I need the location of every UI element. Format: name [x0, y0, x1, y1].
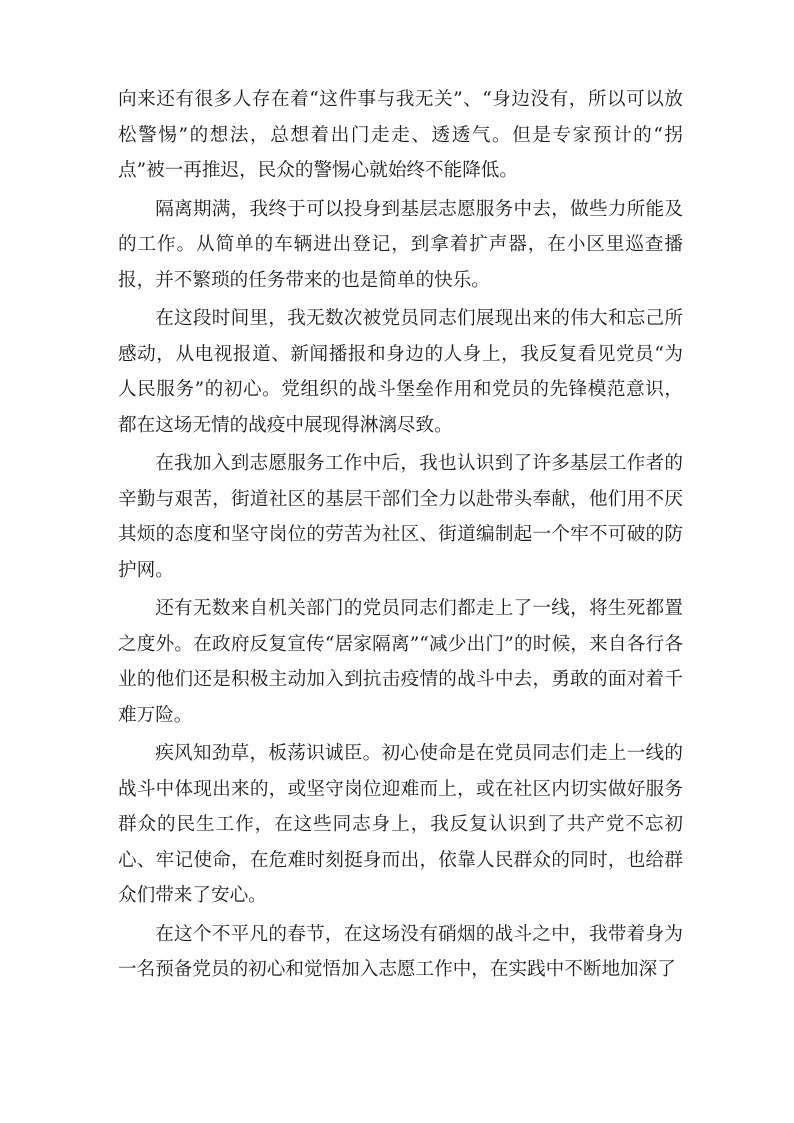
paragraph-6: 疾风知劲草，板荡识诚臣。初心使命是在党员同志们走上一线的战斗中体现出来的，或坚守岗位迎难而上，或在社区内切实做好服务群众的民生工作，在这些同志身上，我反复认识到了共产党不忘初心、牢记使命，在危难时刻挺身而出，依靠人民群众的同时，也给群众们带来了安心。: [118, 743, 683, 906]
paragraph-5: 还有无数来自机关部门的党员同志们都走上了一线，将生死都置之度外。在政府反复宣传“居家隔离”“减少出门”的时候，来自各行各业的他们还是积极主动加入到抗击疫情的战斗中去，勇敢的面对着千难万险。: [118, 598, 683, 726]
paragraph-2: 隔离期满，我终于可以投身到基层志愿服务中去，做些力所能及的工作。从简单的车辆进出登记，到拿着扩声器，在小区里巡查播报，并不繁琐的任务带来的也是简单的快乐。: [118, 198, 683, 291]
paragraph-4: 在我加入到志愿服务工作中后，我也认识到了许多基层工作者的辛勤与艰苦，街道社区的基层干部们全力以赴带头奉献，他们用不厌其烦的态度和坚守岗位的劳苦为社区、街道编制起一个牢不可破的防护网。: [118, 453, 683, 581]
document-body: [118, 82, 683, 991]
paragraph-7: 在这个不平凡的春节，在这场没有硝烟的战斗之中，我带着身为一名预备党员的初心和觉悟加入志愿工作中，在实践中不断地加深了: [118, 923, 683, 980]
paragraph-1: 向来还有很多人存在着“这件事与我无关”、“身边没有，所以可以放松警惕”的想法，总想着出门走走、透透气。但是专家预计的“拐点”被一再推迟，民众的警惕心就始终不能降低。: [118, 89, 683, 181]
paragraph-3: 在这段时间里，我无数次被党员同志们展现出来的伟大和忘己所感动，从电视报道、新闻播报和身边的人身上，我反复看见党员“为人民服务”的初心。党组织的战斗堡垒作用和党员的先锋模范意识，都在这场无情的战疫中展现得淋漓尽致。: [118, 308, 683, 436]
